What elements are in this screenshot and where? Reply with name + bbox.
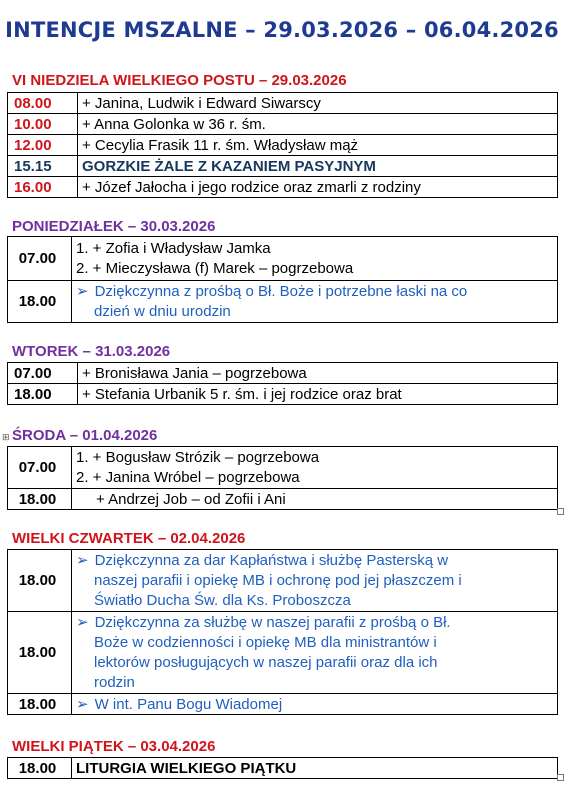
- intention-line: W int. Panu Bogu Wiadomej: [94, 696, 283, 713]
- mass-time: 12.00: [8, 135, 78, 156]
- mass-time: 15.15: [8, 156, 78, 177]
- resize-handle-icon: [557, 508, 564, 515]
- mass-table-monday: [7, 236, 558, 323]
- arrow-bullet-icon: ➢: [76, 282, 89, 300]
- mass-time: 07.00: [8, 447, 72, 489]
- mass-time: 08.00: [8, 93, 78, 114]
- mass-intention: [72, 612, 558, 694]
- mass-intention: + Cecylia Frasik 11 r. śm. Władysław mąż: [78, 135, 558, 156]
- mass-time: 18.00: [8, 550, 72, 612]
- mass-intention: + Janina, Ludwik i Edward Siwarscy: [78, 93, 558, 114]
- intention-line: dzień w dniu urodzin: [94, 302, 231, 320]
- intention-line: Boże w codzienności i opiekę MB dla ministrantów i: [94, 633, 437, 651]
- table-row: [8, 177, 558, 198]
- table-row: [8, 447, 558, 489]
- mass-intention: + Andrzej Job – od Zofii i Ani: [72, 489, 558, 510]
- section-heading-wednesday: ŚRODA – 01.04.2026: [12, 427, 158, 444]
- intention-line: Światło Ducha Św. dla Ks. Proboszcza: [94, 591, 351, 609]
- mass-intention: + Bronisława Jania – pogrzebowa: [78, 363, 558, 384]
- mass-intention: GORZKIE ŻALE Z KAZANIEM PASYJNYM: [78, 156, 558, 177]
- mass-intention: [72, 237, 558, 281]
- mass-intention: [72, 694, 558, 715]
- mass-time: 18.00: [8, 489, 72, 510]
- table-row: [8, 135, 558, 156]
- mass-table-holy-thursday: [7, 549, 558, 715]
- table-row: [8, 156, 558, 177]
- mass-time: 16.00: [8, 177, 78, 198]
- mass-table-tuesday: [7, 362, 558, 405]
- intention-line: 1. + Bogusław Strózik – pogrzebowa: [76, 448, 320, 466]
- section-heading-holy-thursday: WIELKI CZWARTEK – 02.04.2026: [12, 530, 246, 547]
- mass-intention: [72, 447, 558, 489]
- section-heading-sunday: VI NIEDZIELA WIELKIEGO POSTU – 29.03.2026: [12, 72, 347, 89]
- intention-line: 2. + Mieczysława (f) Marek – pogrzebowa: [76, 259, 354, 277]
- section-heading-monday: PONIEDZIAŁEK – 30.03.2026: [12, 218, 216, 235]
- mass-time: 07.00: [8, 363, 78, 384]
- table-row: [8, 612, 558, 694]
- intention-line: Dziękczynna za służbę w naszej parafii z prośbą o Bł.: [94, 613, 451, 631]
- table-row: [8, 694, 558, 715]
- arrow-bullet-icon: ➢: [76, 696, 89, 713]
- mass-time: 18.00: [8, 694, 72, 715]
- intention-line: 1. + Zofia i Władysław Jamka: [76, 239, 271, 257]
- mass-time: 18.00: [8, 384, 78, 405]
- anchor-icon: ⊞: [2, 432, 10, 442]
- table-row: [8, 363, 558, 384]
- mass-intention: [72, 550, 558, 612]
- table-row: [8, 384, 558, 405]
- mass-time: 18.00: [8, 758, 72, 779]
- mass-intention: + Anna Golonka w 36 r. śm.: [78, 114, 558, 135]
- intention-line: Dziękczynna za dar Kapłaństwa i służbę Pasterską w: [94, 551, 449, 569]
- mass-table-sunday: [7, 92, 558, 198]
- mass-table-good-friday: [7, 757, 558, 779]
- table-row: [8, 114, 558, 135]
- intention-line: lektorów posługujących w naszej parafii oraz dla ich: [94, 653, 438, 671]
- intention-line: Dziękczynna z prośbą o Bł. Boże i potrzebne łaski na co: [94, 282, 468, 300]
- mass-time: 07.00: [8, 237, 72, 281]
- section-heading-tuesday: WTOREK – 31.03.2026: [12, 343, 171, 360]
- table-row: [8, 237, 558, 281]
- mass-table-wednesday: [7, 446, 558, 510]
- table-row: [8, 281, 558, 323]
- mass-time: 18.00: [8, 281, 72, 323]
- mass-intention: + Józef Jałocha i jego rodzice oraz zmarli z rodziny: [78, 177, 558, 198]
- intention-line: rodzin: [94, 673, 135, 691]
- table-row: [8, 489, 558, 510]
- mass-intention: LITURGIA WIELKIEGO PIĄTKU: [72, 758, 558, 779]
- intention-line: 2. + Janina Wróbel – pogrzebowa: [76, 468, 300, 486]
- arrow-bullet-icon: ➢: [76, 551, 89, 569]
- mass-intention: + Stefania Urbanik 5 r. śm. i jej rodzice oraz brat: [78, 384, 558, 405]
- mass-time: 10.00: [8, 114, 78, 135]
- table-row: [8, 93, 558, 114]
- page-title: INTENCJE MSZALNE – 29.03.2026 – 06.04.2026: [5, 18, 559, 42]
- section-heading-good-friday: WIELKI PIĄTEK – 03.04.2026: [12, 738, 216, 755]
- arrow-bullet-icon: ➢: [76, 613, 89, 631]
- resize-handle-icon: [557, 774, 564, 781]
- mass-intention: [72, 281, 558, 323]
- intention-line: naszej parafii i opiekę MB i ochronę pod jej płaszczem i: [94, 571, 462, 589]
- table-row: [8, 758, 558, 779]
- table-row: [8, 550, 558, 612]
- mass-time: 18.00: [8, 612, 72, 694]
